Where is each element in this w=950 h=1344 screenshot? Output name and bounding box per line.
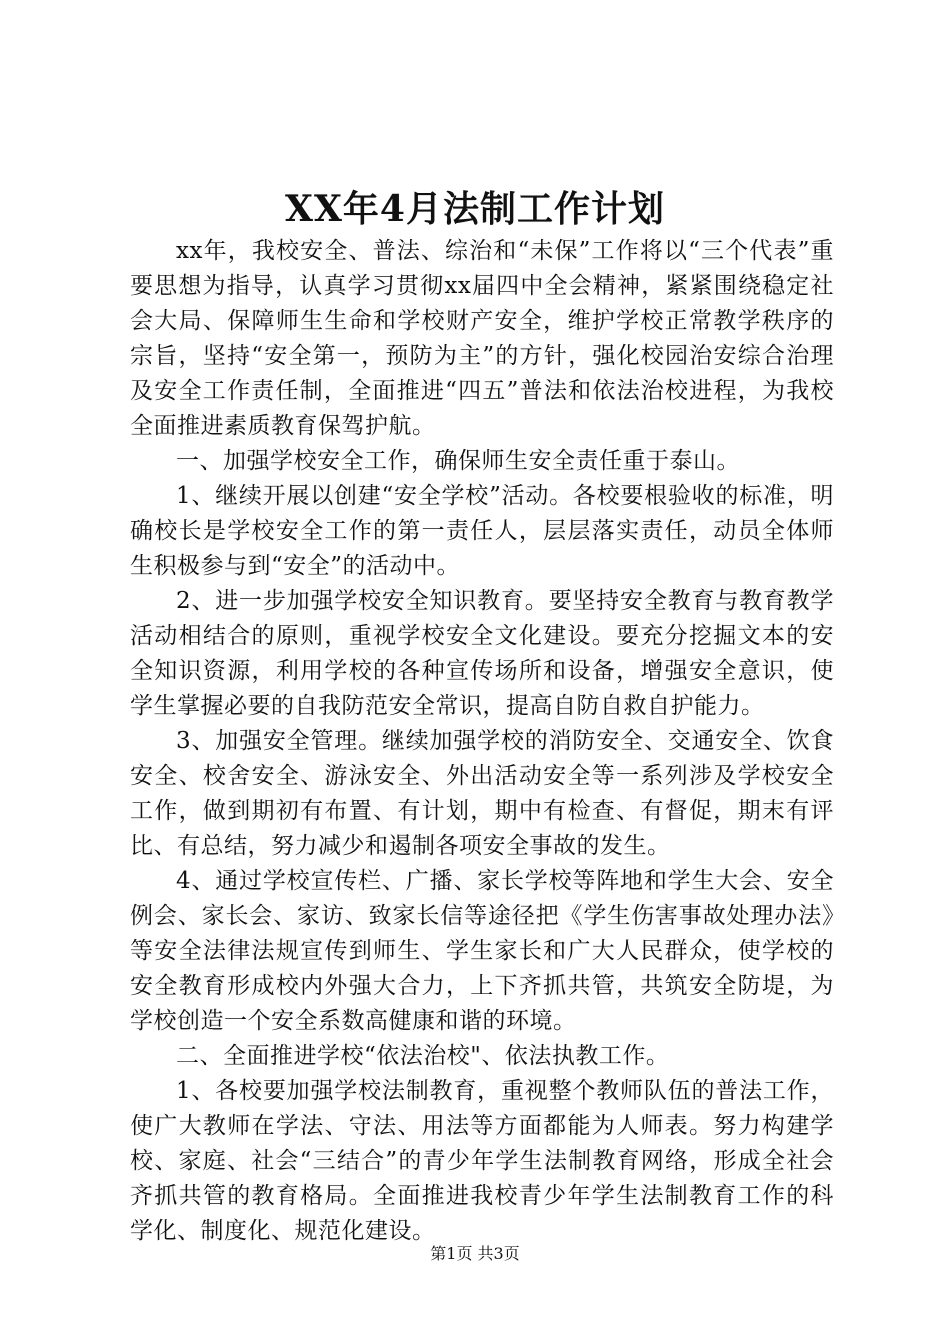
section-heading-2: 二、全面推进学校“依法治校"、依法执教工作。 — [176, 1043, 670, 1069]
paragraph-1-2: 2、进一步加强学校安全知识教育。要坚持安全教育与教育教学活动相结合的原则，重视学校安全文化建设。要充分挖掘文本的安全知识资源，利用学校的各种宣传场所和设备，增强安全意识，使学生掌握必要的自我防范安全常识，提高自防自救自护能力。 — [130, 588, 834, 719]
document-title: XX年4月法制工作计划 — [285, 188, 665, 230]
paragraph-intro: xx年，我校安全、普法、综治和“未保”工作将以“三个代表”重要思想为指导，认真学习贯彻xx届四中全会精神，紧紧围绕稳定社会大局、保障师生生命和学校财产安全，维护学校正常教学秩序的宗旨，坚持“安全第一，预防为主”的方针，强化校园治安综合治理及安全工作责任制，全面推进“四五”普法和依法治校进程，为我校全面推进素质教育保驾护航。 — [130, 238, 834, 439]
section-heading-1: 一、加强学校安全工作，确保师生安全责任重于泰山。 — [176, 448, 740, 474]
paragraph-1-1: 1、继续开展以创建“安全学校”活动。各校要根验收的标准，明确校长是学校安全工作的第一责任人，层层落实责任，动员全体师生积极参与到“安全”的活动中。 — [130, 483, 834, 579]
paragraph-2-1: 1、各校要加强学校法制教育，重视整个教师队伍的普法工作，使广大教师在学法、守法、用法等方面都能为人师表。努力构建学校、家庭、社会“三结合”的青少年学生法制教育网络，形成全社会齐抓共管的教育格局。全面推进我校青少年学生法制教育工作的科学化、制度化、规范化建设。 — [130, 1078, 834, 1244]
paragraph-1-3: 3、加强安全管理。继续加强学校的消防安全、交通安全、饮食安全、校舍安全、游泳安全、外出活动安全等一系列涉及学校安全工作，做到期初有布置、有计划，期中有检查、有督促，期末有评比、有总结，努力减少和遏制各项安全事故的发生。 — [130, 728, 834, 859]
page-footer: 第1页 共3页 — [430, 1244, 520, 1263]
paragraph-1-4: 4、通过学校宣传栏、广播、家长学校等阵地和学生大会、安全例会、家长会、家访、致家长信等途径把《学生伤害事故处理办法》等安全法律法规宣传到师生、学生家长和广大人民群众，使学校的安全教育形成校内外强大合力，上下齐抓共管，共筑安全防堤，为学校创造一个安全系数高健康和谐的环境。 — [130, 868, 834, 1034]
document-body — [130, 234, 834, 1249]
